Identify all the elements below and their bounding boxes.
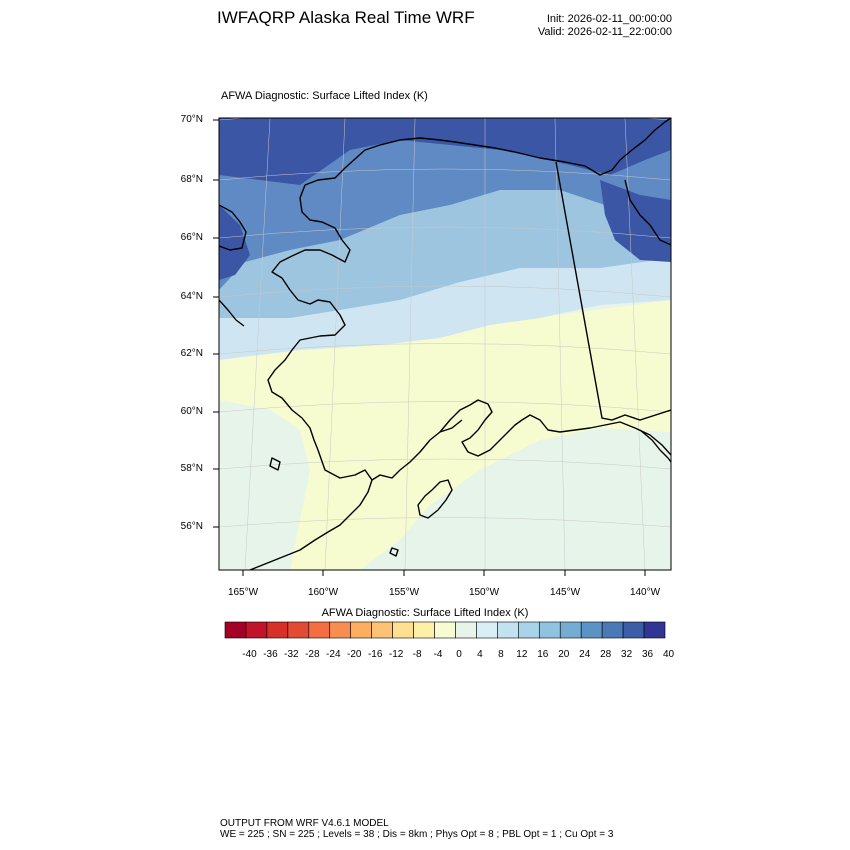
init-time: Init: 2026-02-11_00:00:00 (546, 13, 672, 25)
colorbar-swatch (393, 622, 414, 638)
colorbar-label: 16 (537, 649, 549, 660)
colorbar-label: 24 (579, 649, 591, 660)
colorbar-swatch (581, 622, 602, 638)
lat-ticks (213, 120, 219, 527)
lon-label-160: 160°W (307, 587, 339, 598)
colorbar-swatch (225, 622, 246, 638)
lat-label-66: 66°N (180, 232, 203, 243)
lat-label-70: 70°N (180, 114, 203, 125)
colorbar-label: 28 (600, 649, 612, 660)
colorbar-swatch (267, 622, 288, 638)
colorbar-swatch (330, 622, 351, 638)
colorbar-label: 12 (516, 649, 528, 660)
colorbar-label: 20 (558, 649, 570, 660)
footer-model-line: OUTPUT FROM WRF V4.6.1 MODEL (220, 818, 389, 829)
lon-ticks (243, 570, 645, 576)
lat-label-60: 60°N (180, 406, 203, 417)
footer-config-line: WE = 225 ; SN = 225 ; Levels = 38 ; Dis = 8km ; Phys Opt = 8 ; PBL Opt = 1 ; Cu Opt = 3 (220, 829, 614, 840)
colorbar-label: 4 (477, 649, 483, 660)
colorbar-swatch (351, 622, 372, 638)
colorbar-swatch (539, 622, 560, 638)
lat-label-58: 58°N (180, 463, 203, 474)
colorbar-label: -20 (347, 649, 362, 660)
lat-label-62: 62°N (180, 348, 203, 359)
colorbar-swatch (476, 622, 497, 638)
colorbar-swatch (372, 622, 393, 638)
lat-label-68: 68°N (180, 174, 203, 185)
lon-label-145: 145°W (549, 587, 581, 598)
colorbar-label: -32 (284, 649, 299, 660)
main-title: IWFAQRP Alaska Real Time WRF (217, 8, 475, 27)
field-title: AFWA Diagnostic: Surface Lifted Index (K) (221, 90, 428, 102)
colorbar-swatch (602, 622, 623, 638)
colorbar-swatch (623, 622, 644, 638)
colorbar-title: AFWA Diagnostic: Surface Lifted Index (K) (321, 607, 529, 619)
colorbar-swatch (644, 622, 665, 638)
colorbar-label: 8 (498, 649, 504, 660)
colorbar-label: -4 (433, 649, 443, 660)
colorbar-swatch (560, 622, 581, 638)
lon-label-140: 140°W (629, 587, 661, 598)
colorbar-swatch (518, 622, 539, 638)
surface-lifted-index-field (219, 110, 671, 570)
lon-label-150: 150°W (468, 587, 500, 598)
colorbar-label: -28 (305, 649, 320, 660)
colorbar-label: 36 (642, 649, 654, 660)
colorbar-swatch (309, 622, 330, 638)
colorbar (225, 622, 665, 638)
colorbar-label: -24 (326, 649, 341, 660)
colorbar-swatch (497, 622, 518, 638)
colorbar-label: -36 (263, 649, 278, 660)
colorbar-label: -12 (388, 649, 404, 660)
lon-label-155: 155°W (388, 587, 420, 598)
colorbar-label: -8 (412, 649, 422, 660)
colorbar-label: 32 (621, 649, 633, 660)
lat-label-56: 56°N (180, 521, 203, 532)
lon-label-165: 165°W (227, 587, 259, 598)
colorbar-label: -40 (242, 649, 257, 660)
lat-label-64: 64°N (180, 291, 203, 302)
colorbar-swatch (246, 622, 267, 638)
colorbar-label: -16 (367, 649, 383, 660)
colorbar-swatch (414, 622, 435, 638)
colorbar-swatch (288, 622, 309, 638)
colorbar-swatch (435, 622, 456, 638)
colorbar-label: 0 (456, 649, 462, 660)
valid-time: Valid: 2026-02-11_22:00:00 (537, 26, 672, 38)
colorbar-swatch (455, 622, 476, 638)
colorbar-label: 40 (662, 649, 675, 660)
